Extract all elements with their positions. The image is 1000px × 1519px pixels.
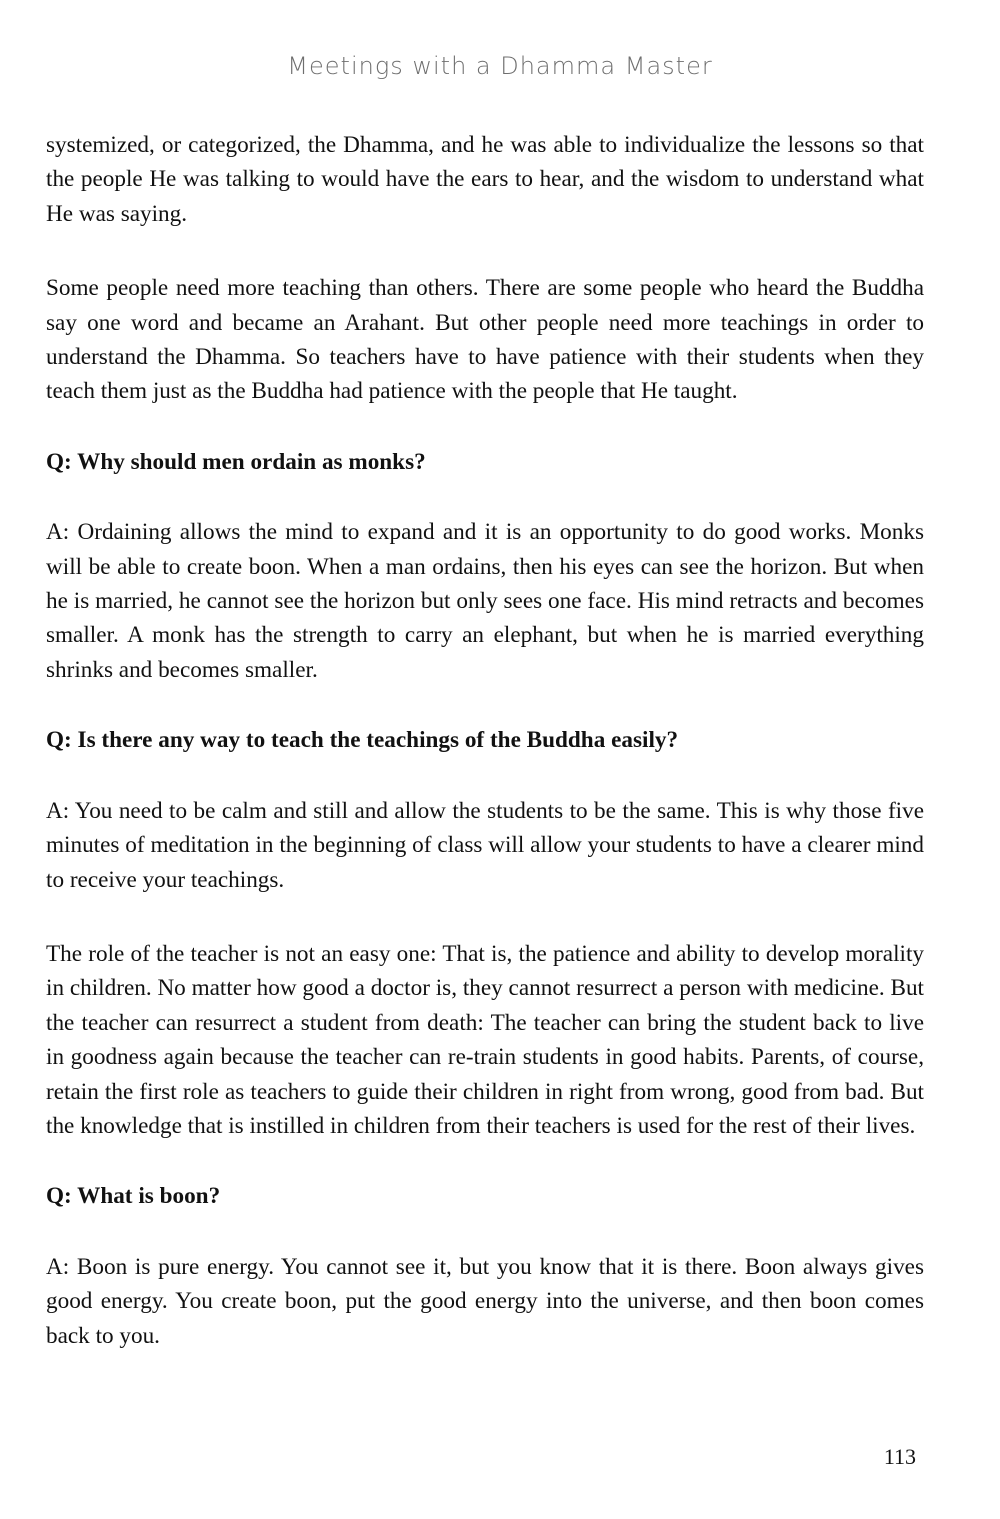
running-header: Meetings with a Dhamma Master [287, 52, 713, 80]
paragraph-teacher-role: The role of the teacher is not an easy one: That is, the patience and ability to develop morality in children. No matter how good a doctor is, they cannot resurrect a person with medicine. But the teacher can resurrect a student from death: The teacher can bring the student back to live in goodness again because the teacher can re-train students in good habits. Parents, of course, retain the first role as teachers to guide their children in right from wrong, good from bad. But the knowledge that is instilled in children from their teachers is used for the rest of their lives. [46, 940, 924, 1139]
paragraph-patience: Some people need more teaching than others. There are some people who heard the Buddha say one word and became an Arahant. But other people need more teachings in order to understand the Dhamma. So teachers have to have patience with their students when they teach them just as the Buddha had patience with the people that He taught. [46, 275, 924, 405]
question-teach-easily: Q: Is there any way to teach the teachings of the Buddha easily? [46, 727, 679, 754]
question-boon: Q: What is boon? [46, 1183, 221, 1210]
question-ordain: Q: Why should men ordain as monks? [46, 448, 426, 475]
answer-teach-easily: A: You need to be calm and still and allow the students to be the same. This is why those five minutes of meditation in the beginning of class will allow your students to have a clearer mind to receive your teachings. [46, 797, 924, 893]
answer-boon: A: Boon is pure energy. You cannot see it, but you know that it is there. Boon always gives good energy. You create boon, put the good energy into the universe, and then boon comes back to you. [46, 1253, 924, 1349]
page-body [46, 128, 924, 1353]
paragraph-continuation: systemized, or categorized, the Dhamma, and he was able to individualize the lessons so that the people He was talking to would have the ears to hear, and the wisdom to understand what He was saying. [46, 132, 924, 227]
page-number: 113 [883, 1444, 916, 1469]
answer-ordain: A: Ordaining allows the mind to expand and it is an opportunity to do good works. Monks will be able to create boon. When a man ordains, then his eyes can see the horizon. But when he is married, he cannot see the horizon but only sees one face. His mind retracts and becomes smaller. A monk has the strength to carry an elephant, but when he is married everything shrinks and becomes smaller. [46, 519, 924, 683]
